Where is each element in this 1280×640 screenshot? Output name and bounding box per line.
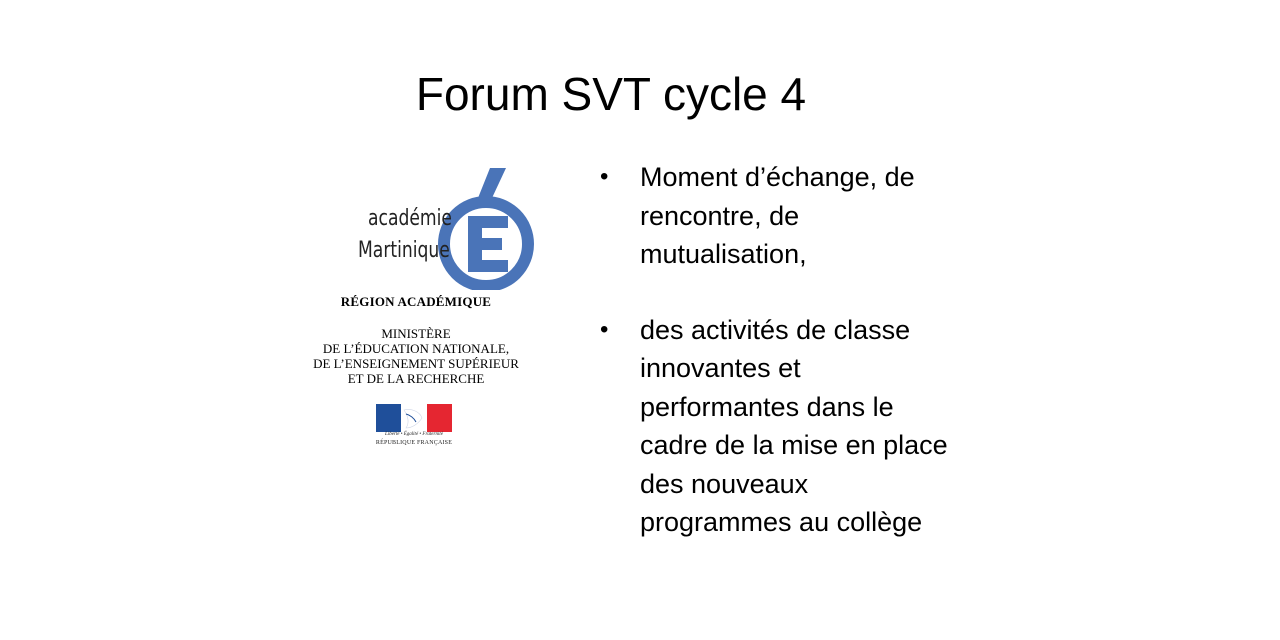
ministry-line: DE L’ENSEIGNEMENT SUPÉRIEUR [313,356,519,371]
bullet-text: Moment d’échange, de rencontre, de mutualisation, [640,162,915,269]
bullet-text: des activités de classe innovantes et performantes dans le cadre de la mise en place des nouveaux programmes au collège [640,314,948,537]
ministry-name [286,326,546,386]
republique-francaise: RÉPUBLIQUE FRANÇAISE [375,440,453,446]
motto: Liberté • Égalité • Fraternité [385,432,443,437]
bullet-dot-icon: • [600,163,609,190]
ministry-line: ET DE LA RECHERCHE [347,371,485,386]
marianne-flag-icon [376,404,452,432]
bullet-item [600,158,1000,274]
academie-logo [286,166,546,456]
region-academique: RÉGION ACADÉMIQUE [340,294,492,309]
bullet-list [600,158,1000,542]
bullet-item [600,311,1000,542]
academie-word: académie [368,206,452,231]
martinique-word: Martinique [358,238,450,263]
slide-title: Forum SVT cycle 4 [415,68,807,120]
ministry-line: MINISTÈRE [381,326,451,341]
bullet-dot-icon: • [600,315,609,343]
ministry-line: DE L’ÉDUCATION NATIONALE, [322,341,510,356]
